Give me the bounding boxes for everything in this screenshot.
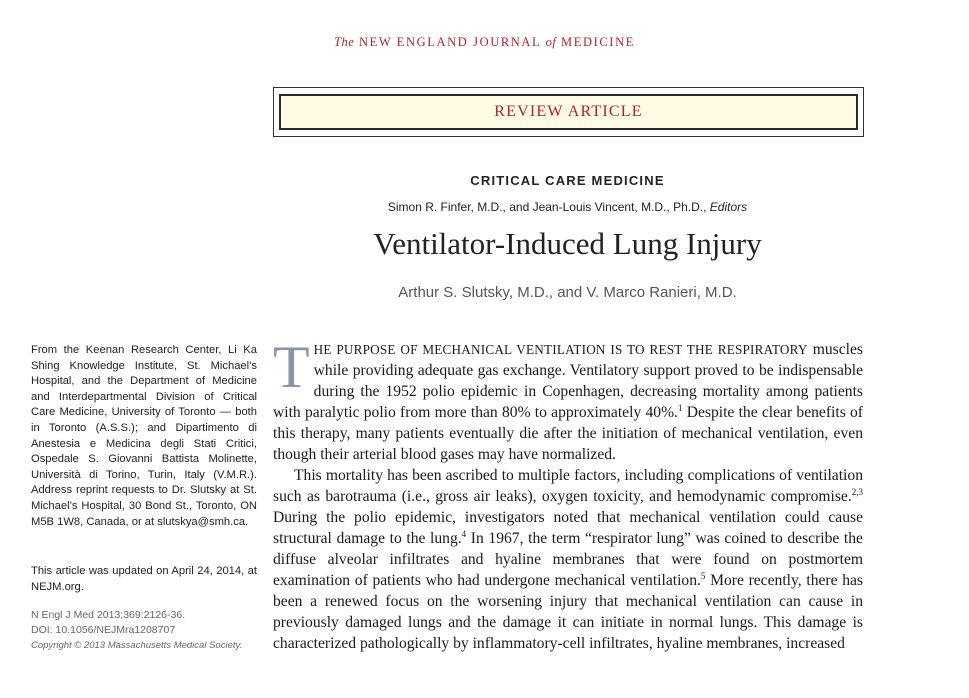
lead-in-text: HE PURPOSE OF MECHANICAL VENTILATION IS TO REST THE RESPIRATORY xyxy=(313,342,808,357)
update-note: This article was updated on April 24, 2014, at NEJM.org. xyxy=(31,565,257,593)
body-text-segment: Despite the clear benefits of this therapy, many patients eventually die after the initiation of mechanical ventilation, even though their arterial blood gases may have normalized. xyxy=(273,404,863,463)
reference-marker[interactable]: 2,3 xyxy=(851,486,863,497)
article-title: Ventilator-Induced Lung Injury xyxy=(373,226,762,261)
article-type-banner-inner xyxy=(279,94,858,130)
editor-role: Editors xyxy=(709,200,748,214)
masthead-name-part2: MEDICINE xyxy=(561,35,635,49)
body-paragraph xyxy=(273,465,863,654)
body-text-segment: This mortality has been ascribed to multiple factors, including complications of ventilation such as barotrauma (i.e., gross air leaks), oxygen toxicity, and hemodynamic compromise. xyxy=(273,467,863,505)
editor-names: Simon R. Finfer, M.D., and Jean-Louis Vincent, M.D., Ph.D., xyxy=(387,200,707,214)
drop-cap: T xyxy=(273,339,310,400)
series-heading: CRITICAL CARE MEDICINE xyxy=(470,173,665,188)
copyright-notice: Copyright © 2013 Massachusetts Medical Society. xyxy=(31,640,243,651)
series-editors xyxy=(273,200,862,214)
article-body xyxy=(273,339,863,698)
reference-marker[interactable]: 4 xyxy=(461,528,467,539)
body-text-segment: More recently, there has been a renewed focus on the worsening injury that mechanical ventilation can cause in previously damaged lungs and the damage it can initiate in normal lungs. This damage is characterized pathologically by inflammatory-cell infiltrates, hyaline membranes, increased xyxy=(273,572,863,652)
masthead-of: of xyxy=(545,35,557,49)
citation-block xyxy=(31,608,257,653)
body-text-segment: muscles while providing adequate gas exchange. Ventilatory support proved to be indispensable during the 1952 polio epidemic in Copenhagen, decreasing mortality among patients with paralytic polio from more than 80% to approximately 40%. xyxy=(273,341,863,421)
doi-link[interactable]: DOI: 10.1056/NEJMra1208707 xyxy=(31,624,176,636)
reference-marker[interactable]: 1 xyxy=(677,402,683,413)
journal-masthead xyxy=(0,35,969,50)
journal-citation: N Engl J Med 2013;369:2126-36. xyxy=(31,609,186,621)
masthead-the: The xyxy=(334,35,355,49)
article-authors: Arthur S. Slutsky, M.D., and V. Marco Ranieri, M.D. xyxy=(398,284,737,301)
article-type-label: REVIEW ARTICLE xyxy=(494,103,643,120)
reference-marker[interactable]: 5 xyxy=(700,570,706,581)
article-type-banner xyxy=(273,87,864,137)
body-text-segment: During the polio epidemic, investigators noted that mechanical ventilation could cause structural damage to the lung. xyxy=(273,509,863,547)
body-paragraph xyxy=(273,339,863,465)
author-affiliations: From the Keenan Research Center, Li Ka Shing Knowledge Institute, St. Michael’s Hospital, and the Department of Medicine and Interdepartmental Division of Critical Care Medicine, University of Toronto — both in Toronto (A.S.S.); and Dipartimento di Anestesia e Medicina degli Stati Critici, Ospedale S. Giovanni Battista Molinette, Università di Torino, Turin, Italy (V.M.R.). Address reprint requests to Dr. Slutsky at St. Michael’s Hospital, 30 Bond St., Toronto, ON M5B 1W8, Canada, or at slutskya@smh.ca. xyxy=(31,344,257,528)
body-text-segment: In 1967, the term “respirator lung” was coined to describe the diffuse alveolar infiltrates and hyaline membranes that were found on postmortem examination of patients who had undergone mechanical ventilation. xyxy=(273,530,863,589)
masthead-name-part1: NEW ENGLAND JOURNAL xyxy=(359,35,541,49)
